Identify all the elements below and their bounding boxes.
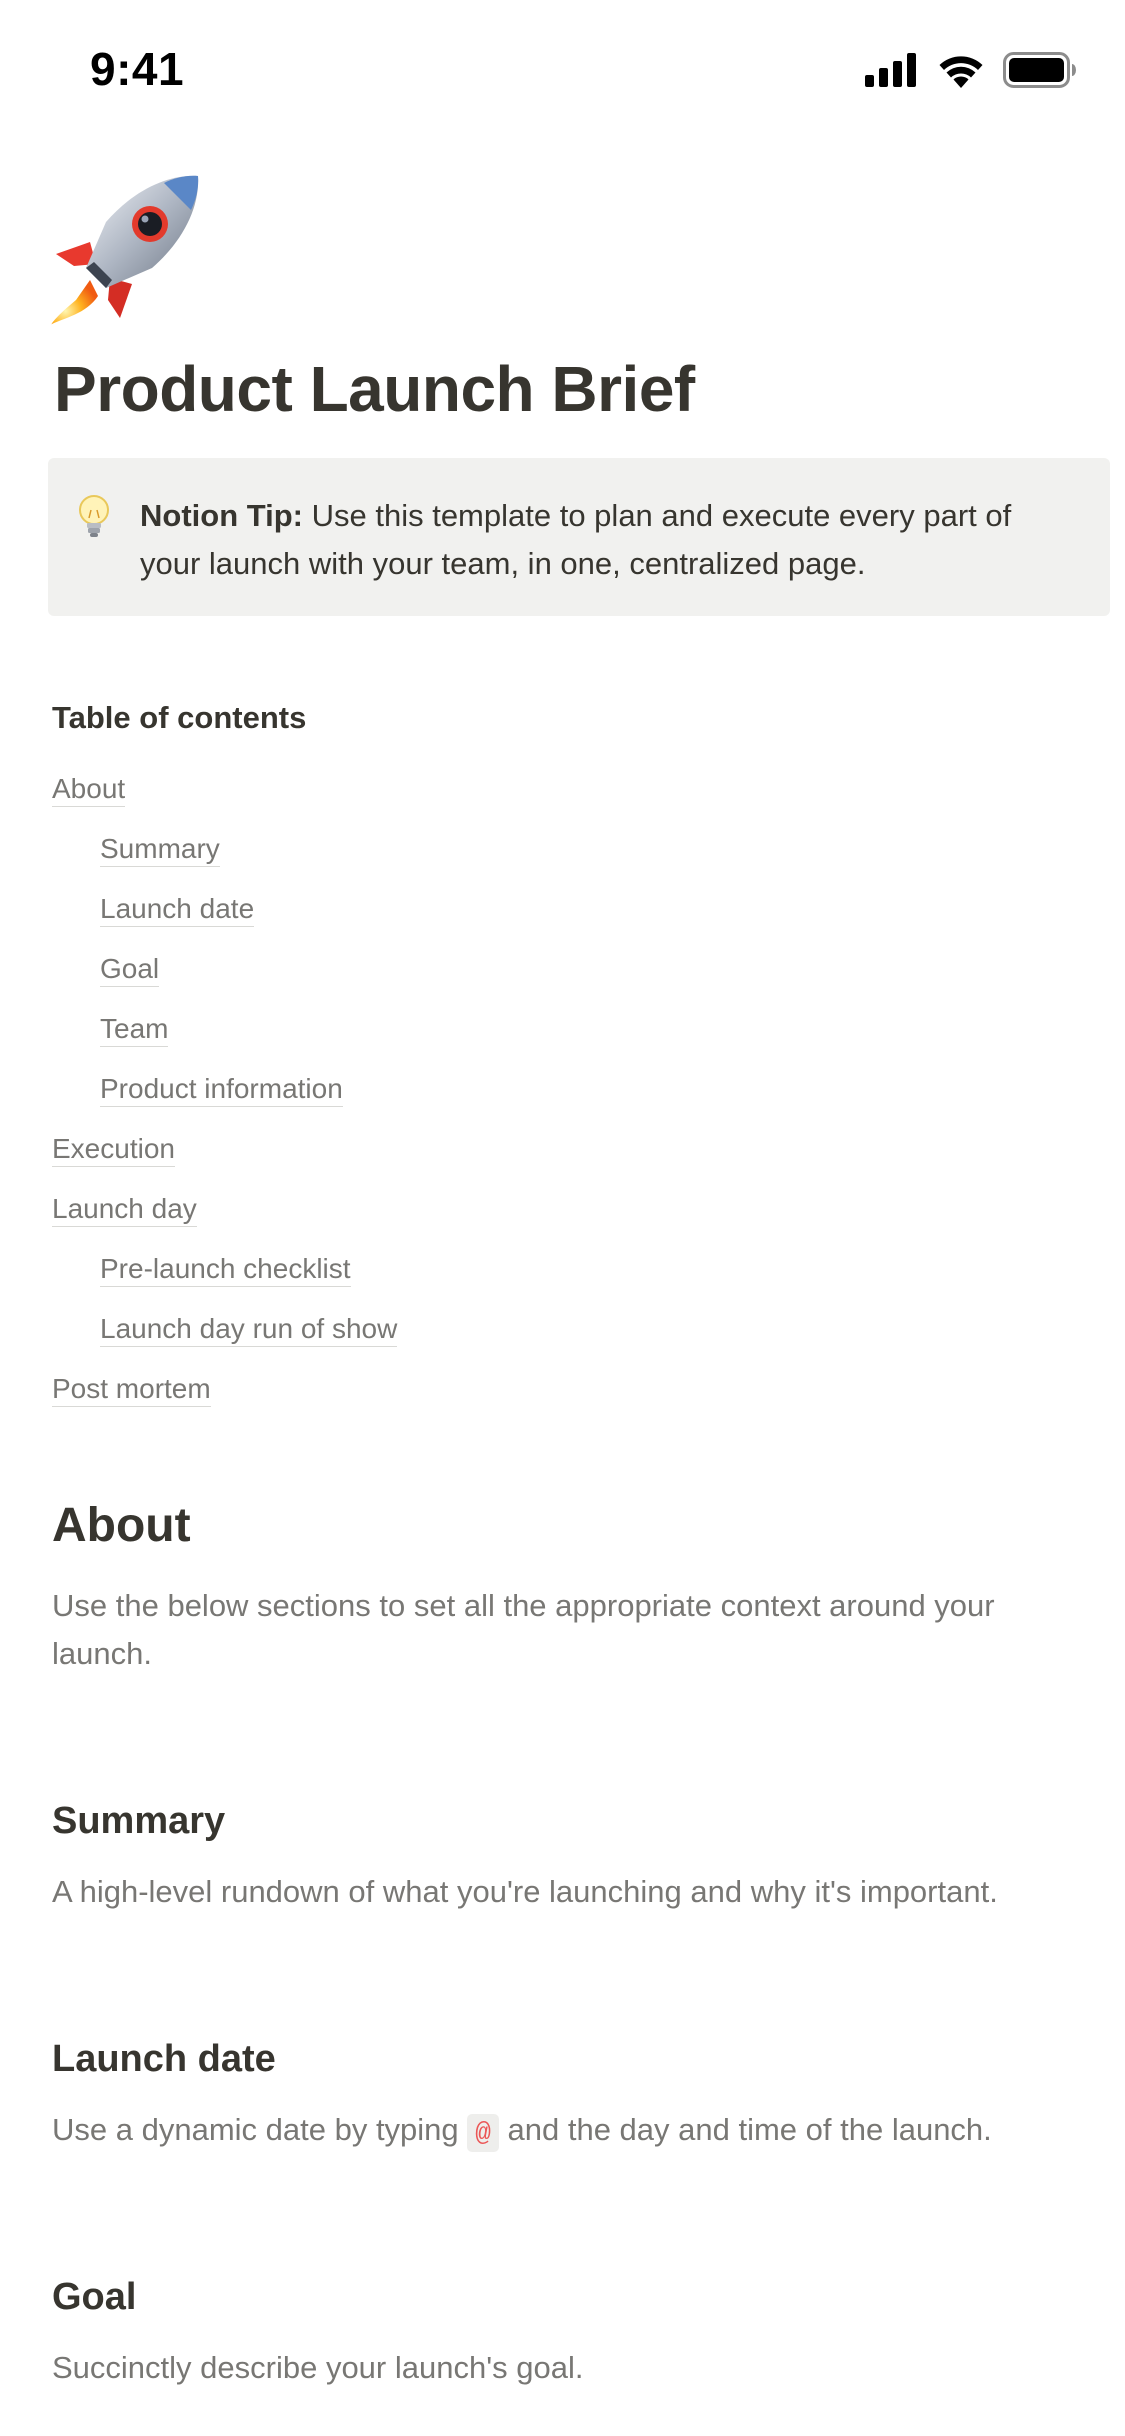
callout-text [140, 492, 1070, 588]
toc-item-goal[interactable]: Goal [52, 952, 397, 1012]
toc-item-post-mortem[interactable]: Post mortem [52, 1372, 397, 1432]
toc-item-team[interactable]: Team [52, 1012, 397, 1072]
battery-icon [1003, 52, 1077, 88]
tip-callout [48, 458, 1110, 616]
toc-item-about[interactable]: About [52, 772, 397, 832]
status-bar [0, 0, 1125, 132]
heading-summary[interactable]: Summary [52, 1800, 226, 1842]
toc-item-launch-day[interactable]: Launch day [52, 1192, 397, 1252]
heading-about[interactable]: About [52, 1499, 191, 1552]
rocket-icon[interactable] [46, 168, 206, 328]
lightbulb-icon [74, 492, 114, 542]
page-title[interactable]: Product Launch Brief [54, 353, 695, 425]
goal-text[interactable]: Succinctly describe your launch's goal. [52, 2350, 584, 2385]
table-of-contents [52, 772, 397, 1432]
toc-item-summary[interactable]: Summary [52, 832, 397, 892]
toc-item-launch-date[interactable]: Launch date [52, 892, 397, 952]
status-time: 9:41 [90, 43, 185, 95]
toc-item-pre-launch-checklist[interactable]: Pre-launch checklist [52, 1252, 397, 1312]
launch-date-text[interactable] [52, 2106, 1082, 2157]
toc-item-execution[interactable]: Execution [52, 1132, 397, 1192]
callout-label: Notion Tip: [140, 498, 303, 533]
launch-date-text-after: and the day and time of the launch. [498, 2112, 992, 2147]
status-icons [865, 50, 1077, 90]
summary-text[interactable]: A high-level rundown of what you're launching and why it's important. [52, 1874, 998, 1909]
cellular-signal-icon [865, 53, 919, 87]
toc-item-launch-day-run-of-show[interactable]: Launch day run of show [52, 1312, 397, 1372]
heading-goal[interactable]: Goal [52, 2276, 137, 2318]
heading-launch-date[interactable]: Launch date [52, 2038, 276, 2080]
wifi-icon [937, 52, 985, 88]
about-text[interactable]: Use the below sections to set all the appropriate context around your launch. [52, 1588, 995, 1671]
launch-date-text-before: Use a dynamic date by typing [52, 2112, 468, 2147]
callout-body: Use this template to plan and execute every part of your launch with your team, in one, centralized page. [140, 498, 1012, 581]
inline-code: @ [467, 2114, 499, 2152]
toc-title: Table of contents [52, 700, 307, 735]
toc-item-product-information[interactable]: Product information [52, 1072, 397, 1132]
